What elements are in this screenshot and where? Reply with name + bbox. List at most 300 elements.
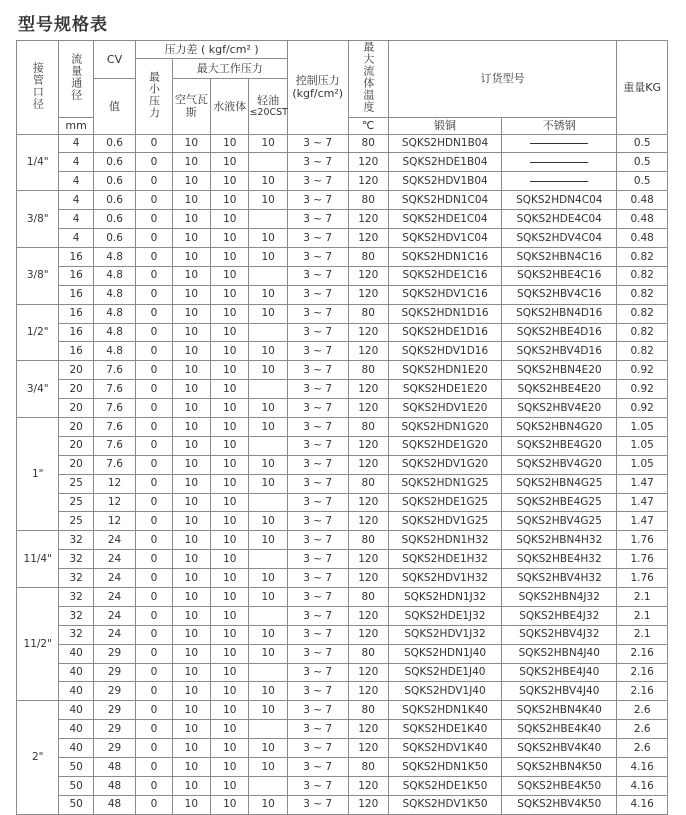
- cv-value-cell: 4.8: [93, 342, 135, 361]
- air-pressure-cell: 10: [172, 342, 210, 361]
- water-pressure-cell: 10: [211, 417, 249, 436]
- water-pressure-cell: 10: [211, 285, 249, 304]
- water-pressure-cell: 10: [211, 266, 249, 285]
- flow-diameter-cell: 25: [59, 474, 93, 493]
- table-row: [17, 587, 668, 606]
- cv-value-cell: 24: [93, 569, 135, 588]
- control-pressure-cell: 3 ~ 7: [287, 191, 348, 210]
- air-pressure-cell: 10: [172, 512, 210, 531]
- air-pressure-cell: 10: [172, 191, 210, 210]
- stainless-model-cell: SQKS2HBE4K50: [502, 776, 617, 795]
- stainless-model-cell: SQKS2HBE4G20: [502, 436, 617, 455]
- flow-diameter-cell: 20: [59, 361, 93, 380]
- weight-cell: 2.6: [617, 701, 668, 720]
- brass-model-cell: SQKS2HDE1G25: [388, 493, 501, 512]
- table-row: [17, 436, 668, 455]
- min-pressure-cell: 0: [136, 285, 172, 304]
- stainless-model-cell: SQKS2HBN4H32: [502, 531, 617, 550]
- stainless-model-cell: SQKS2HBV4G25: [502, 512, 617, 531]
- oil-pressure-cell: [249, 776, 287, 795]
- max-temperature-cell: 120: [348, 436, 388, 455]
- flow-diameter-cell: 4: [59, 134, 93, 153]
- stainless-model-cell: SQKS2HBV4K50: [502, 795, 617, 814]
- stainless-model-cell: SQKS2HBV4J32: [502, 625, 617, 644]
- stainless-model-cell: SQKS2HBE4G25: [502, 493, 617, 512]
- brass-model-cell: SQKS2HDN1G25: [388, 474, 501, 493]
- water-pressure-cell: 10: [211, 606, 249, 625]
- flow-diameter-cell: 50: [59, 776, 93, 795]
- brass-model-cell: SQKS2HDV1K40: [388, 739, 501, 758]
- min-pressure-cell: 0: [136, 134, 172, 153]
- table-row: [17, 663, 668, 682]
- pipe-size-cell: 3/8": [17, 191, 59, 248]
- brass-model-cell: SQKS2HDN1C04: [388, 191, 501, 210]
- brass-model-cell: SQKS2HDV1C04: [388, 229, 501, 248]
- min-pressure-cell: 0: [136, 191, 172, 210]
- header-cv: CV: [93, 41, 135, 79]
- min-pressure-cell: 0: [136, 247, 172, 266]
- stainless-model-cell: SQKS2HBE4E20: [502, 380, 617, 399]
- dash-line: [530, 143, 588, 144]
- oil-pressure-cell: 10: [249, 682, 287, 701]
- water-pressure-cell: 10: [211, 474, 249, 493]
- air-pressure-cell: 10: [172, 323, 210, 342]
- water-pressure-cell: 10: [211, 644, 249, 663]
- min-pressure-cell: 0: [136, 757, 172, 776]
- brass-model-cell: SQKS2HDE1D16: [388, 323, 501, 342]
- air-pressure-cell: 10: [172, 266, 210, 285]
- weight-cell: 1.47: [617, 493, 668, 512]
- oil-pressure-cell: 10: [249, 247, 287, 266]
- control-pressure-cell: 3 ~ 7: [287, 361, 348, 380]
- water-pressure-cell: 10: [211, 304, 249, 323]
- min-pressure-cell: 0: [136, 361, 172, 380]
- stainless-model-cell: SQKS2HBN4G25: [502, 474, 617, 493]
- header-weight: 重量KG: [617, 41, 668, 135]
- weight-cell: 2.16: [617, 682, 668, 701]
- control-pressure-cell: 3 ~ 7: [287, 606, 348, 625]
- water-pressure-cell: 10: [211, 342, 249, 361]
- stainless-model-cell: SQKS2HBV4J40: [502, 682, 617, 701]
- oil-pressure-cell: [249, 380, 287, 399]
- weight-cell: 0.48: [617, 191, 668, 210]
- stainless-model-cell: SQKS2HBE4J32: [502, 606, 617, 625]
- weight-cell: 4.16: [617, 776, 668, 795]
- air-pressure-cell: 10: [172, 153, 210, 172]
- cv-value-cell: 0.6: [93, 191, 135, 210]
- min-pressure-cell: 0: [136, 569, 172, 588]
- control-pressure-cell: 3 ~ 7: [287, 720, 348, 739]
- header-max-working: 最大工作压力: [172, 59, 287, 79]
- stainless-model-cell: SQKS2HBV4E20: [502, 399, 617, 418]
- brass-model-cell: SQKS2HDV1J32: [388, 625, 501, 644]
- oil-pressure-cell: 10: [249, 417, 287, 436]
- brass-model-cell: SQKS2HDN1J32: [388, 587, 501, 606]
- brass-model-cell: SQKS2HDV1C16: [388, 285, 501, 304]
- table-row: [17, 531, 668, 550]
- min-pressure-cell: 0: [136, 380, 172, 399]
- oil-pressure-cell: [249, 266, 287, 285]
- oil-pressure-cell: [249, 323, 287, 342]
- cv-value-cell: 12: [93, 474, 135, 493]
- water-pressure-cell: 10: [211, 361, 249, 380]
- flow-diameter-cell: 20: [59, 455, 93, 474]
- max-temperature-cell: 120: [348, 172, 388, 191]
- control-pressure-cell: 3 ~ 7: [287, 436, 348, 455]
- oil-pressure-cell: 10: [249, 701, 287, 720]
- air-pressure-cell: 10: [172, 361, 210, 380]
- max-temperature-cell: 120: [348, 210, 388, 229]
- flow-diameter-cell: 4: [59, 229, 93, 248]
- control-pressure-cell: 3 ~ 7: [287, 795, 348, 814]
- pipe-size-cell: 1": [17, 417, 59, 530]
- stainless-model-cell: SQKS2HBN4K40: [502, 701, 617, 720]
- air-pressure-cell: 10: [172, 587, 210, 606]
- max-temperature-cell: 120: [348, 776, 388, 795]
- water-pressure-cell: 10: [211, 247, 249, 266]
- min-pressure-cell: 0: [136, 399, 172, 418]
- min-pressure-cell: 0: [136, 663, 172, 682]
- cv-value-cell: 7.6: [93, 361, 135, 380]
- stainless-model-cell: SQKS2HBV4C16: [502, 285, 617, 304]
- brass-model-cell: SQKS2HDV1G20: [388, 455, 501, 474]
- weight-cell: 1.05: [617, 417, 668, 436]
- flow-diameter-cell: 16: [59, 323, 93, 342]
- water-pressure-cell: 10: [211, 663, 249, 682]
- cv-value-cell: 4.8: [93, 266, 135, 285]
- header-min-pressure: 最小压力: [136, 59, 172, 135]
- air-pressure-cell: 10: [172, 569, 210, 588]
- control-pressure-cell: 3 ~ 7: [287, 285, 348, 304]
- max-temperature-cell: 120: [348, 682, 388, 701]
- max-temperature-cell: 120: [348, 455, 388, 474]
- control-pressure-cell: 3 ~ 7: [287, 625, 348, 644]
- weight-cell: 0.92: [617, 399, 668, 418]
- stainless-model-cell: SQKS2HBE4D16: [502, 323, 617, 342]
- table-row: [17, 682, 668, 701]
- flow-diameter-cell: 32: [59, 606, 93, 625]
- stainless-model-cell: SQKS2HBV4G20: [502, 455, 617, 474]
- table-row: [17, 417, 668, 436]
- stainless-model-cell: SQKS2HBN4C16: [502, 247, 617, 266]
- cv-value-cell: 24: [93, 625, 135, 644]
- max-temperature-cell: 120: [348, 625, 388, 644]
- flow-diameter-cell: 50: [59, 795, 93, 814]
- table-row: [17, 550, 668, 569]
- air-pressure-cell: 10: [172, 210, 210, 229]
- oil-pressure-cell: 10: [249, 399, 287, 418]
- cv-value-cell: 4.8: [93, 247, 135, 266]
- control-pressure-cell: 3 ~ 7: [287, 134, 348, 153]
- max-temperature-cell: 80: [348, 757, 388, 776]
- control-pressure-cell: 3 ~ 7: [287, 550, 348, 569]
- cv-value-cell: 48: [93, 795, 135, 814]
- cv-value-cell: 7.6: [93, 417, 135, 436]
- cv-value-cell: 0.6: [93, 229, 135, 248]
- water-pressure-cell: 10: [211, 682, 249, 701]
- table-row: [17, 625, 668, 644]
- brass-model-cell: SQKS2HDV1H32: [388, 569, 501, 588]
- max-temperature-cell: 120: [348, 342, 388, 361]
- header-pipe: 接管口径: [17, 41, 59, 135]
- flow-diameter-cell: 4: [59, 191, 93, 210]
- max-temperature-cell: 120: [348, 266, 388, 285]
- stainless-model-cell: SQKS2HBV4D16: [502, 342, 617, 361]
- control-pressure-cell: 3 ~ 7: [287, 474, 348, 493]
- control-pressure-cell: 3 ~ 7: [287, 776, 348, 795]
- header-air: 空气瓦斯: [172, 78, 210, 134]
- weight-cell: 0.82: [617, 304, 668, 323]
- air-pressure-cell: 10: [172, 682, 210, 701]
- control-pressure-cell: 3 ~ 7: [287, 229, 348, 248]
- max-temperature-cell: 120: [348, 550, 388, 569]
- brass-model-cell: SQKS2HDE1E20: [388, 380, 501, 399]
- cv-value-cell: 29: [93, 720, 135, 739]
- flow-diameter-cell: 25: [59, 512, 93, 531]
- cv-value-cell: 7.6: [93, 399, 135, 418]
- weight-cell: 1.05: [617, 455, 668, 474]
- brass-model-cell: SQKS2HDV1J40: [388, 682, 501, 701]
- weight-cell: 1.76: [617, 569, 668, 588]
- control-pressure-cell: 3 ~ 7: [287, 757, 348, 776]
- weight-cell: 0.82: [617, 285, 668, 304]
- stainless-model-cell: [502, 172, 617, 191]
- control-pressure-cell: 3 ~ 7: [287, 172, 348, 191]
- header-control: 控制压力(kgf/cm²): [287, 41, 348, 135]
- weight-cell: 0.48: [617, 210, 668, 229]
- control-pressure-cell: 3 ~ 7: [287, 399, 348, 418]
- weight-cell: 4.16: [617, 757, 668, 776]
- water-pressure-cell: 10: [211, 569, 249, 588]
- oil-pressure-cell: 10: [249, 512, 287, 531]
- water-pressure-cell: 10: [211, 153, 249, 172]
- air-pressure-cell: 10: [172, 436, 210, 455]
- flow-diameter-cell: 4: [59, 210, 93, 229]
- weight-cell: 2.6: [617, 739, 668, 758]
- weight-cell: 2.16: [617, 663, 668, 682]
- control-pressure-cell: 3 ~ 7: [287, 210, 348, 229]
- cv-value-cell: 0.6: [93, 210, 135, 229]
- min-pressure-cell: 0: [136, 229, 172, 248]
- min-pressure-cell: 0: [136, 342, 172, 361]
- oil-pressure-cell: 10: [249, 587, 287, 606]
- table-row: [17, 380, 668, 399]
- min-pressure-cell: 0: [136, 210, 172, 229]
- air-pressure-cell: 10: [172, 531, 210, 550]
- stainless-model-cell: SQKS2HBN4D16: [502, 304, 617, 323]
- cv-value-cell: 4.8: [93, 304, 135, 323]
- oil-pressure-cell: [249, 720, 287, 739]
- cv-value-cell: 24: [93, 606, 135, 625]
- min-pressure-cell: 0: [136, 153, 172, 172]
- water-pressure-cell: 10: [211, 720, 249, 739]
- air-pressure-cell: 10: [172, 247, 210, 266]
- brass-model-cell: SQKS2HDE1B04: [388, 153, 501, 172]
- air-pressure-cell: 10: [172, 663, 210, 682]
- min-pressure-cell: 0: [136, 587, 172, 606]
- table-row: [17, 153, 668, 172]
- control-pressure-cell: 3 ~ 7: [287, 266, 348, 285]
- flow-diameter-cell: 40: [59, 701, 93, 720]
- air-pressure-cell: 10: [172, 417, 210, 436]
- water-pressure-cell: 10: [211, 493, 249, 512]
- header-temp-unit: ℃: [348, 117, 388, 134]
- oil-pressure-cell: 10: [249, 191, 287, 210]
- control-pressure-cell: 3 ~ 7: [287, 587, 348, 606]
- stainless-model-cell: SQKS2HBV4H32: [502, 569, 617, 588]
- min-pressure-cell: 0: [136, 795, 172, 814]
- min-pressure-cell: 0: [136, 776, 172, 795]
- air-pressure-cell: 10: [172, 550, 210, 569]
- max-temperature-cell: 80: [348, 417, 388, 436]
- oil-pressure-cell: 10: [249, 569, 287, 588]
- table-row: [17, 757, 668, 776]
- flow-diameter-cell: 50: [59, 757, 93, 776]
- cv-value-cell: 29: [93, 739, 135, 758]
- max-temperature-cell: 120: [348, 493, 388, 512]
- water-pressure-cell: 10: [211, 191, 249, 210]
- air-pressure-cell: 10: [172, 644, 210, 663]
- water-pressure-cell: 10: [211, 455, 249, 474]
- flow-diameter-cell: 40: [59, 682, 93, 701]
- pipe-size-cell: 11/2": [17, 587, 59, 700]
- brass-model-cell: SQKS2HDE1J40: [388, 663, 501, 682]
- header-flow-unit: mm: [59, 117, 93, 134]
- control-pressure-cell: 3 ~ 7: [287, 304, 348, 323]
- brass-model-cell: SQKS2HDN1E20: [388, 361, 501, 380]
- max-temperature-cell: 80: [348, 361, 388, 380]
- water-pressure-cell: 10: [211, 210, 249, 229]
- brass-model-cell: SQKS2HDV1B04: [388, 172, 501, 191]
- stainless-model-cell: SQKS2HBE4K40: [502, 720, 617, 739]
- page-title: 型号规格表: [18, 15, 108, 35]
- cv-value-cell: 7.6: [93, 436, 135, 455]
- max-temperature-cell: 80: [348, 304, 388, 323]
- weight-cell: 2.6: [617, 720, 668, 739]
- brass-model-cell: SQKS2HDV1E20: [388, 399, 501, 418]
- weight-cell: 0.82: [617, 323, 668, 342]
- weight-cell: 0.92: [617, 380, 668, 399]
- air-pressure-cell: 10: [172, 493, 210, 512]
- pipe-size-cell: 11/4": [17, 531, 59, 588]
- brass-model-cell: SQKS2HDE1K40: [388, 720, 501, 739]
- table-row: [17, 323, 668, 342]
- stainless-model-cell: SQKS2HBE4J40: [502, 663, 617, 682]
- water-pressure-cell: 10: [211, 795, 249, 814]
- min-pressure-cell: 0: [136, 644, 172, 663]
- control-pressure-cell: 3 ~ 7: [287, 493, 348, 512]
- oil-pressure-cell: [249, 606, 287, 625]
- spec-table: [16, 40, 668, 815]
- stainless-model-cell: SQKS2HBN4E20: [502, 361, 617, 380]
- weight-cell: 2.1: [617, 625, 668, 644]
- table-row: [17, 266, 668, 285]
- air-pressure-cell: 10: [172, 380, 210, 399]
- brass-model-cell: SQKS2HDN1C16: [388, 247, 501, 266]
- table-row: [17, 247, 668, 266]
- cv-value-cell: 12: [93, 512, 135, 531]
- max-temperature-cell: 120: [348, 153, 388, 172]
- max-temperature-cell: 80: [348, 701, 388, 720]
- max-temperature-cell: 80: [348, 474, 388, 493]
- min-pressure-cell: 0: [136, 474, 172, 493]
- max-temperature-cell: 80: [348, 644, 388, 663]
- stainless-model-cell: SQKS2HDV4C04: [502, 229, 617, 248]
- air-pressure-cell: 10: [172, 134, 210, 153]
- header-cv-sub: 值: [93, 78, 135, 134]
- water-pressure-cell: 10: [211, 531, 249, 550]
- air-pressure-cell: 10: [172, 795, 210, 814]
- header-water: 水液体: [211, 78, 249, 134]
- control-pressure-cell: 3 ~ 7: [287, 247, 348, 266]
- brass-model-cell: SQKS2HDN1J40: [388, 644, 501, 663]
- max-temperature-cell: 120: [348, 512, 388, 531]
- cv-value-cell: 24: [93, 550, 135, 569]
- weight-cell: 0.82: [617, 266, 668, 285]
- oil-pressure-cell: [249, 550, 287, 569]
- table-row: [17, 701, 668, 720]
- water-pressure-cell: 10: [211, 380, 249, 399]
- flow-diameter-cell: 20: [59, 436, 93, 455]
- stainless-model-cell: SQKS2HDE4C04: [502, 210, 617, 229]
- control-pressure-cell: 3 ~ 7: [287, 323, 348, 342]
- cv-value-cell: 7.6: [93, 380, 135, 399]
- table-row: [17, 285, 668, 304]
- air-pressure-cell: 10: [172, 229, 210, 248]
- brass-model-cell: SQKS2HDE1C16: [388, 266, 501, 285]
- oil-pressure-cell: [249, 663, 287, 682]
- flow-diameter-cell: 32: [59, 625, 93, 644]
- pipe-size-cell: 1/2": [17, 304, 59, 361]
- oil-pressure-cell: 10: [249, 625, 287, 644]
- dash-line: [530, 162, 588, 163]
- stainless-model-cell: SQKS2HDN4C04: [502, 191, 617, 210]
- table-row: [17, 172, 668, 191]
- min-pressure-cell: 0: [136, 550, 172, 569]
- brass-model-cell: SQKS2HDN1G20: [388, 417, 501, 436]
- air-pressure-cell: 10: [172, 172, 210, 191]
- water-pressure-cell: 10: [211, 757, 249, 776]
- min-pressure-cell: 0: [136, 493, 172, 512]
- stainless-model-cell: SQKS2HBN4J32: [502, 587, 617, 606]
- table-row: [17, 229, 668, 248]
- control-pressure-cell: 3 ~ 7: [287, 569, 348, 588]
- max-temperature-cell: 120: [348, 399, 388, 418]
- brass-model-cell: SQKS2HDV1D16: [388, 342, 501, 361]
- min-pressure-cell: 0: [136, 436, 172, 455]
- brass-model-cell: SQKS2HDE1H32: [388, 550, 501, 569]
- table-header: [17, 41, 668, 135]
- flow-diameter-cell: 25: [59, 493, 93, 512]
- weight-cell: 1.05: [617, 436, 668, 455]
- air-pressure-cell: 10: [172, 757, 210, 776]
- table-body: [17, 134, 668, 814]
- oil-pressure-cell: 10: [249, 304, 287, 323]
- flow-diameter-cell: 32: [59, 531, 93, 550]
- oil-pressure-cell: 10: [249, 474, 287, 493]
- control-pressure-cell: 3 ~ 7: [287, 682, 348, 701]
- stainless-model-cell: SQKS2HBN4G20: [502, 417, 617, 436]
- brass-model-cell: SQKS2HDN1B04: [388, 134, 501, 153]
- pipe-size-cell: 3/4": [17, 361, 59, 418]
- weight-cell: 0.92: [617, 361, 668, 380]
- cv-value-cell: 24: [93, 531, 135, 550]
- control-pressure-cell: 3 ~ 7: [287, 512, 348, 531]
- water-pressure-cell: 10: [211, 512, 249, 531]
- water-pressure-cell: 10: [211, 701, 249, 720]
- header-oil: 轻油 ≤20CST: [249, 78, 287, 134]
- max-temperature-cell: 120: [348, 739, 388, 758]
